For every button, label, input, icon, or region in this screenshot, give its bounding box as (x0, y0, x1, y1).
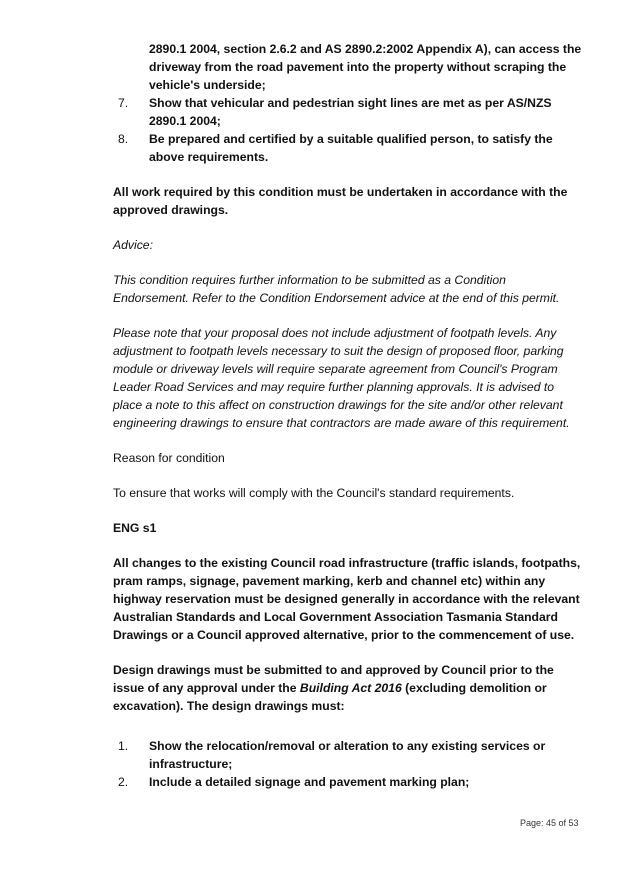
continued-list-text: 2890.1 2004, section 2.6.2 and AS 2890.2:2002 Appendix A), can access the driveway from the road pavement into the property without scraping the vehicle's underside; (149, 42, 582, 92)
list-text: Show that vehicular and pedestrian sight lines are met as per AS/NZS 2890.1 2004; (149, 96, 552, 128)
list-text: Be prepared and certified by a suitable qualified person, to satisfy the above requirements. (149, 132, 553, 164)
list-number: 7. (118, 96, 129, 110)
list-number: 1. (118, 739, 129, 753)
all-work-paragraph: All work required by this condition must be undertaken in accordance with the approved drawings. (113, 185, 568, 217)
list-number: 8. (118, 132, 129, 146)
list-item (113, 130, 583, 166)
list-text: Include a detailed signage and pavement marking plan; (149, 775, 470, 789)
page-number: Page: 45 of 53 (520, 818, 579, 828)
advice-label: Advice: (113, 238, 153, 252)
design-text-pre: Design drawings must be submitted to and approved by Council prior to the issue of any approval under the (113, 663, 554, 695)
document-page (113, 40, 583, 791)
list-text: Show the relocation/removal or alteration to any existing services or infrastructure; (149, 739, 546, 771)
list-number: 2. (118, 775, 129, 789)
list-item (113, 773, 583, 791)
reason-text: To ensure that works will comply with the Council's standard requirements. (113, 486, 515, 500)
design-text-post: (excluding demolition or excavation). The design drawings must: (113, 681, 547, 713)
section-heading: ENG s1 (113, 521, 157, 535)
advice-paragraph-1: This condition requires further information to be submitted as a Condition Endorsement. Refer to the Condition Endorsement advice at the end of this permit. (113, 273, 560, 305)
eng-paragraph-1: All changes to the existing Council road infrastructure (traffic islands, footpaths, pram ramps, signage, pavement marking, kerb and channel etc) within any highway reservation must be designed generally in accordance with the relevant Australian Standards and Local Government Association Tasmania Standard Drawings or a Council approved alternative, prior to the commencement of use. (113, 556, 581, 642)
reason-label: Reason for condition (113, 451, 225, 465)
list-item (113, 94, 583, 130)
design-paragraph (113, 661, 583, 715)
list-item (113, 737, 583, 773)
advice-paragraph-2: Please note that your proposal does not include adjustment of footpath levels. Any adjustment to footpath levels necessary to suit the design of proposed floor, parking module or driveway levels will require separate agreement from Council's Program Leader Road Services and may require further planning approvals. It is advised to place a note to this affect on construction drawings for the site and/or other relevant engineering drawings to ensure that contractors are made aware of this requirement. (113, 326, 570, 430)
act-name: Building Act 2016 (299, 681, 402, 695)
